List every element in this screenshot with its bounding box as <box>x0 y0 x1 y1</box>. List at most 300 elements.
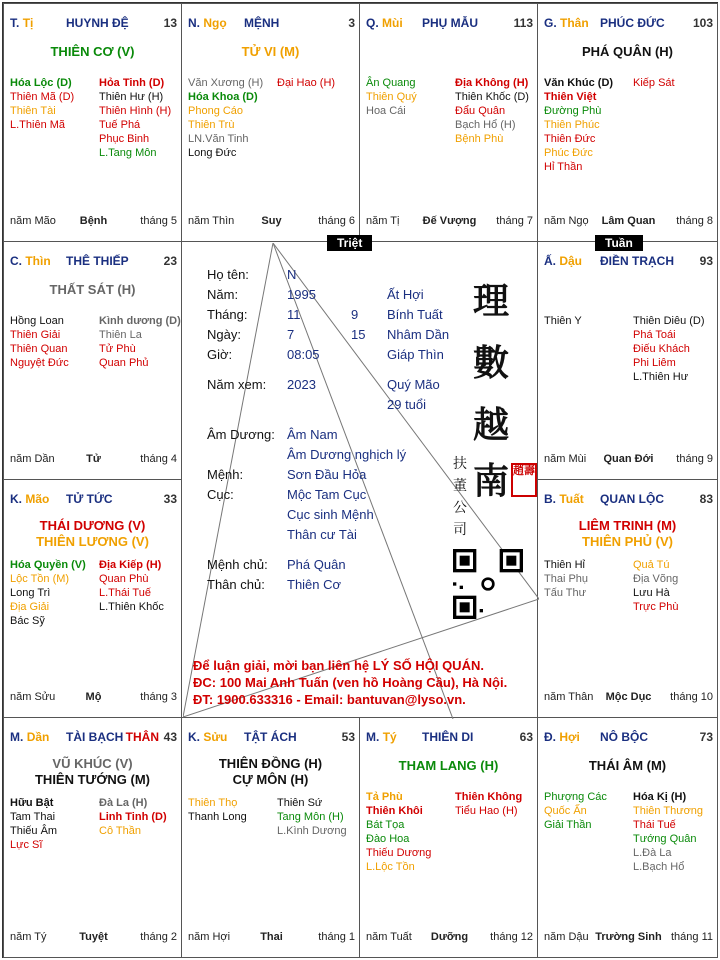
left-stars <box>188 76 263 160</box>
star: Bạch Hổ (H) <box>455 119 516 131</box>
ngay-can-chi: Nhâm Dần <box>387 327 450 342</box>
star: L.Thái Tuế <box>99 587 151 599</box>
trang-sinh: Mộ <box>85 691 102 703</box>
star: Thiên Mã (D) <box>10 91 75 103</box>
cuc-note-2: Thân cư Tài <box>287 527 357 542</box>
palace-ngo[interactable] <box>181 3 360 242</box>
star: Ân Quang <box>366 77 416 89</box>
star: Hoa Cái <box>366 105 406 117</box>
left-stars <box>544 314 582 328</box>
palace-header <box>366 16 533 32</box>
palace-branch <box>10 492 49 506</box>
footer-year: năm Tý <box>10 931 47 943</box>
star: Thiên Hư (H) <box>99 91 164 103</box>
palace-header <box>10 16 177 32</box>
branch-name: Thân <box>560 16 589 30</box>
star: Thiên Hình (H) <box>99 105 172 117</box>
nam-can-chi: Ất Hợi <box>387 287 424 302</box>
palace-footer <box>10 691 177 705</box>
small-calligraphy-1: 扶 <box>453 456 467 472</box>
footer-year: năm Hợi <box>188 931 231 943</box>
branch-can: M. <box>10 730 24 744</box>
palace-number: 83 <box>699 492 713 506</box>
palace-footer <box>544 691 713 705</box>
star: Tả Phù <box>366 791 403 803</box>
star: Thiên Diêu (D) <box>633 315 705 327</box>
branch-can: C. <box>10 254 22 268</box>
star: Lộc Tồn (M) <box>10 573 70 585</box>
palace-header <box>188 730 355 746</box>
palace-branch <box>544 492 584 506</box>
star: Thiên Quan <box>10 343 68 355</box>
palace-number: 13 <box>163 16 177 30</box>
palace-name: TẬT ÁCH <box>244 730 297 744</box>
right-stars <box>99 796 167 838</box>
menh-value: Sơn Đầu Hỏa <box>287 467 367 482</box>
star: Long Đức <box>188 147 237 159</box>
red-seal-stamp: 趙壽 <box>511 463 537 497</box>
trang-sinh: Quan Đới <box>603 453 654 465</box>
branch-can: K. <box>188 730 200 744</box>
star: Thái Tuế <box>633 819 676 831</box>
right-stars <box>633 314 705 384</box>
palace-footer <box>366 215 533 229</box>
palace-mao[interactable] <box>3 479 182 718</box>
palace-ty[interactable] <box>359 717 538 958</box>
star: L.Bạch Hổ <box>633 861 685 873</box>
star: LN.Văn Tinh <box>188 133 249 145</box>
footer-month: tháng 1 <box>318 931 355 943</box>
main-star: LIÊM TRINH (M) <box>578 518 677 533</box>
star: Thiên Tài <box>10 105 56 117</box>
palace-header <box>10 492 177 508</box>
star: Thiếu Dương <box>366 847 432 859</box>
palace-name: TÀI BẠCH <box>66 730 124 744</box>
palace-name: THIÊN DI <box>422 730 474 744</box>
star: Địa Giải <box>10 601 50 613</box>
star: Nguyệt Đức <box>10 357 69 369</box>
star: Thiên La <box>99 329 142 341</box>
star: L.Lộc Tồn <box>366 861 415 873</box>
star: Thiên Quý <box>366 91 417 103</box>
star: Cô Thần <box>99 825 141 837</box>
triet-badge: Triệt <box>327 235 372 251</box>
star: L.Đà La <box>633 847 672 859</box>
left-stars <box>10 796 57 852</box>
branch-name: Mão <box>25 492 50 506</box>
palace-name: MỆNH <box>244 16 280 30</box>
star: Tam Thai <box>10 811 56 823</box>
star: Địa Võng <box>633 573 679 585</box>
star: Thiên Hỉ <box>544 559 585 571</box>
footer-year: năm Tị <box>366 215 400 227</box>
palace-number: 103 <box>692 16 713 30</box>
star: Lưu Hà <box>633 587 670 599</box>
palace-footer <box>544 931 713 945</box>
trang-sinh: Trường Sinh <box>595 931 662 943</box>
footer-month: tháng 2 <box>140 931 177 943</box>
star: Phá Toái <box>633 329 676 341</box>
nam-value: 1995 <box>287 287 316 302</box>
right-stars <box>455 790 522 818</box>
palace-footer <box>10 453 177 467</box>
palace-header <box>544 254 713 270</box>
branch-can: T. <box>10 16 20 30</box>
star: Hóa Lộc (D) <box>10 77 72 89</box>
palace-footer <box>188 215 355 229</box>
footer-month: tháng 5 <box>140 215 177 227</box>
star: Thai Phụ <box>544 573 589 585</box>
right-stars <box>99 314 181 370</box>
star: Tử Phù <box>99 343 136 355</box>
info-panel <box>183 243 539 719</box>
palace-number: 73 <box>699 730 713 744</box>
right-stars <box>99 558 164 614</box>
main-star: VŨ KHÚC (V) <box>52 756 133 771</box>
palace-branch <box>544 16 589 30</box>
palace-dau[interactable] <box>537 241 718 480</box>
branch-can: M. <box>366 730 380 744</box>
left-stars <box>366 76 417 118</box>
trang-sinh: Đế Vượng <box>422 215 477 227</box>
branch-name: Dần <box>26 730 50 744</box>
trang-sinh: Suy <box>261 215 282 227</box>
main-star: THIÊN LƯƠNG (V) <box>36 534 149 549</box>
footer-month: tháng 7 <box>496 215 533 227</box>
footer-year: năm Mão <box>10 215 56 227</box>
thang-duong: 11 <box>287 307 301 322</box>
palace-branch <box>188 16 227 30</box>
star: Hóa Kị (H) <box>633 791 687 803</box>
star: L.Thiên Mã <box>10 119 66 131</box>
trang-sinh: Tuyệt <box>79 931 108 943</box>
palace-name: PHÚC ĐỨC <box>600 16 665 30</box>
footer-year: năm Tuất <box>366 931 412 943</box>
star: Đào Hoa <box>366 833 410 845</box>
star: L.Thiên Hư <box>633 371 689 383</box>
menh-label: Mệnh: <box>207 467 244 482</box>
footer-month: tháng 4 <box>140 453 177 465</box>
cuc-label: Cục: <box>207 487 234 502</box>
right-stars <box>633 76 675 90</box>
star: Thiên Phúc <box>544 119 600 131</box>
main-star: THAM LANG (H) <box>398 758 499 773</box>
left-stars <box>10 558 86 628</box>
branch-can: G. <box>544 16 557 30</box>
right-stars <box>455 76 529 146</box>
branch-can: Q. <box>366 16 379 30</box>
palace-tuat[interactable] <box>537 479 718 718</box>
calligraphy-char-1: 理 <box>473 280 510 322</box>
palace-name: PHỤ MẪU <box>422 16 478 30</box>
nam-xem-label: Năm xem: <box>207 377 267 392</box>
star: Bác Sỹ <box>10 615 45 627</box>
palace-header <box>10 730 177 746</box>
star: Đà La (H) <box>99 797 148 809</box>
star: Thanh Long <box>188 811 247 823</box>
am-duong-note: Âm Dương nghịch lý <box>287 447 407 462</box>
star: L.Thiên Khốc <box>99 601 164 613</box>
calligraphy-char-2: 數 <box>473 342 510 384</box>
ngay-am: 15 <box>351 327 366 342</box>
palace-name: NÔ BỘC <box>600 730 648 744</box>
palace-name: ĐIỀN TRẠCH <box>600 254 674 268</box>
footer-month: tháng 3 <box>140 691 177 703</box>
palace-number: 63 <box>519 730 533 744</box>
palace-thin[interactable] <box>3 241 182 480</box>
star: Phục Binh <box>99 133 150 145</box>
palace-footer <box>188 931 355 945</box>
palace-mui[interactable] <box>359 3 538 242</box>
star: Thiếu Âm <box>10 825 58 837</box>
palace-ti[interactable] <box>3 3 182 242</box>
palace-than[interactable] <box>537 3 718 242</box>
right-stars <box>277 76 335 90</box>
footer-month: tháng 8 <box>676 215 713 227</box>
star: Thiên Trù <box>188 119 235 131</box>
palace-branch <box>10 254 51 268</box>
palace-branch <box>544 254 582 268</box>
footer-year: năm Sửu <box>10 691 56 703</box>
star: Quốc Ấn <box>544 805 587 817</box>
branch-name: Tuất <box>559 492 584 506</box>
tuan-badge: Tuần <box>595 235 643 251</box>
star: Kình dương (D) <box>99 315 181 327</box>
star: Thiên Không <box>455 791 523 803</box>
palace-header <box>544 492 713 508</box>
than-chu-label: Thân chủ: <box>207 577 265 592</box>
nam-label: Năm: <box>207 287 239 302</box>
small-calligraphy-2: 董 <box>453 478 467 494</box>
footer-month: tháng 6 <box>318 215 355 227</box>
star: Tấu Thư <box>544 587 587 599</box>
left-stars <box>10 76 74 132</box>
star: Hồng Loan <box>10 315 64 327</box>
palace-footer <box>366 931 533 945</box>
trang-sinh: Thai <box>260 931 283 943</box>
main-star: THIÊN CƠ (V) <box>50 44 135 59</box>
star: Thiên Sứ <box>277 797 323 809</box>
left-stars <box>366 790 431 874</box>
trang-sinh: Mộc Dục <box>605 691 652 703</box>
palace-branch <box>10 16 33 30</box>
contact-line-3: ĐT: 1900.633316 - Email: bantuvan@lyso.vn. <box>193 692 466 707</box>
star: Thiên Khôi <box>366 805 423 817</box>
palace-branch <box>366 16 403 30</box>
branch-name: Ngọ <box>203 16 227 30</box>
main-star: THIÊN ĐỒNG (H) <box>218 756 323 771</box>
gio-label: Giờ: <box>207 347 233 362</box>
palace-header <box>10 254 177 270</box>
main-star: CỰ MÔN (H) <box>232 772 309 787</box>
right-stars <box>633 790 703 874</box>
thang-label: Tháng: <box>207 307 248 322</box>
trang-sinh: Bệnh <box>79 215 108 227</box>
trang-sinh: Dưỡng <box>430 931 469 943</box>
nam-xem-value: 2023 <box>287 377 316 392</box>
star: Văn Khúc (D) <box>544 77 614 89</box>
gio-value: 08:05 <box>287 347 320 362</box>
tuoi-value: 29 tuổi <box>387 397 427 412</box>
qr-code-icon[interactable] <box>453 549 523 619</box>
main-star: THIÊN TƯỚNG (M) <box>34 772 151 787</box>
star: Tướng Quân <box>633 833 697 845</box>
star: Đại Hao (H) <box>277 77 336 89</box>
main-star: THẤT SÁT (H) <box>49 282 136 297</box>
star: Thiên Đức <box>544 133 596 145</box>
palace-suu[interactable] <box>181 717 360 958</box>
star: Thiên Giải <box>10 329 61 341</box>
than-marker: THÂN <box>125 730 159 744</box>
star: Hỉ Thần <box>544 161 583 173</box>
nam-xem-can-chi: Quý Mão <box>387 377 440 392</box>
footer-year: năm Mùi <box>544 453 587 465</box>
footer-month: tháng 9 <box>676 453 713 465</box>
star: Hóa Quyền (V) <box>10 559 86 571</box>
main-star: THIÊN PHỦ (V) <box>582 534 673 549</box>
ngay-label: Ngày: <box>207 327 241 342</box>
palace-header <box>544 16 713 32</box>
ngay-duong: 7 <box>287 327 295 342</box>
calligraphy-char-4: 南 <box>473 460 510 502</box>
palace-number: 43 <box>163 730 177 744</box>
contact-line-1: Để luận giải, mời bạn liên hệ LÝ SỐ HỘI QUÁN. <box>193 658 484 673</box>
calligraphy-char-3: 越 <box>473 404 510 446</box>
star: Điếu Khách <box>633 343 690 355</box>
star: Phượng Các <box>544 791 607 803</box>
branch-name: Sửu <box>203 730 228 744</box>
menh-chu-label: Mệnh chủ: <box>207 557 268 572</box>
trang-sinh: Tử <box>86 453 101 465</box>
footer-year: năm Thìn <box>188 215 235 227</box>
star: Quan Phủ <box>99 357 149 369</box>
star: Quan Phù <box>99 573 149 585</box>
palace-branch <box>544 730 580 744</box>
contact-block <box>193 657 507 708</box>
palace-number: 23 <box>163 254 177 268</box>
branch-can: Đ. <box>544 730 556 744</box>
palace-branch <box>10 730 49 744</box>
right-stars <box>277 796 347 838</box>
thang-can-chi: Bính Tuất <box>387 307 443 322</box>
main-star: TỬ VI (M) <box>241 44 300 59</box>
star: Đường Phù <box>544 105 602 117</box>
palace-hoi[interactable] <box>537 717 718 958</box>
palace-branch <box>188 730 227 744</box>
star: Tang Môn (H) <box>277 811 344 823</box>
star: Giải Thần <box>544 819 592 831</box>
branch-can: K. <box>10 492 22 506</box>
branch-name: Tý <box>382 730 397 744</box>
star: Phúc Đức <box>544 147 593 159</box>
small-calligraphy-3: 公 <box>453 500 467 516</box>
palace-header <box>188 16 355 32</box>
star: Thiên Thọ <box>188 797 238 809</box>
star: Thiên Khốc (D) <box>455 91 529 103</box>
palace-number: 93 <box>699 254 713 268</box>
footer-month: tháng 12 <box>490 931 533 943</box>
star: Thiên Y <box>544 315 582 327</box>
right-stars <box>633 558 678 614</box>
thang-am: 9 <box>351 307 359 322</box>
palace-number: 53 <box>341 730 355 744</box>
palace-dan[interactable] <box>3 717 182 958</box>
contact-line-2: ĐC: 100 Mai Anh Tuấn (ven hồ Hoàng Cầu), Hà Nội. <box>193 675 508 690</box>
star: Hóa Khoa (D) <box>188 91 258 103</box>
tu-vi-chart <box>2 2 718 958</box>
palace-name: HUYNH ĐỆ <box>66 16 129 30</box>
palace-number: 3 <box>348 16 355 30</box>
footer-year: năm Thân <box>544 691 594 703</box>
small-calligraphy-4: 司 <box>453 522 467 538</box>
star: Phi Liêm <box>633 357 676 369</box>
left-stars <box>10 314 69 370</box>
branch-name: Hợi <box>559 730 580 744</box>
branch-can: B. <box>544 492 556 506</box>
main-star: THÁI ÂM (M) <box>588 758 667 773</box>
footer-year: năm Ngọ <box>544 215 589 227</box>
star: Lực Sĩ <box>10 839 43 851</box>
star: Phong Cáo <box>188 105 244 117</box>
palace-footer <box>10 931 177 945</box>
star: Kiếp Sát <box>633 77 675 89</box>
star: Thiên Việt <box>544 91 597 103</box>
branch-name: Mùi <box>382 16 403 30</box>
star: Trực Phù <box>633 601 679 613</box>
branch-name: Tị <box>22 16 34 30</box>
star: Địa Không (H) <box>455 77 529 89</box>
left-stars <box>188 796 247 824</box>
star: Linh Tinh (D) <box>99 811 167 823</box>
palace-header <box>366 730 533 746</box>
star: Tiểu Hao (H) <box>455 805 518 817</box>
branch-can: N. <box>188 16 200 30</box>
star: L.Kình Dương <box>277 825 347 837</box>
star: Hữu Bật <box>10 797 54 809</box>
palace-name: TỬ TỨC <box>66 492 113 506</box>
palace-header <box>544 730 713 746</box>
trang-sinh: Lâm Quan <box>601 215 656 227</box>
star: Long Trì <box>10 587 51 599</box>
am-duong-label: Âm Dương: <box>207 427 275 442</box>
star: Bệnh Phù <box>455 133 504 145</box>
branch-can: Ấ. <box>544 254 556 268</box>
menh-chu-value: Phá Quân <box>287 557 346 572</box>
star: L.Tang Môn <box>99 147 157 159</box>
main-star: PHÁ QUÂN (H) <box>582 44 673 59</box>
star: Văn Xương (H) <box>188 77 264 89</box>
palace-number: 33 <box>163 492 177 506</box>
branch-name: Dậu <box>559 254 583 268</box>
right-stars <box>99 76 171 160</box>
left-stars <box>544 790 607 832</box>
star: Đẩu Quân <box>455 105 506 117</box>
ho-ten-label: Họ tên: <box>207 267 249 282</box>
star: Địa Kiếp (H) <box>99 559 162 571</box>
left-stars <box>544 76 613 174</box>
left-stars <box>544 558 588 600</box>
than-chu-value: Thiên Cơ <box>287 577 342 592</box>
branch-name: Thìn <box>25 254 51 268</box>
star: Bát Tọa <box>366 819 405 831</box>
palace-branch <box>366 730 397 744</box>
main-star: THÁI DƯƠNG (V) <box>39 518 146 533</box>
star: Tuế Phá <box>99 119 141 131</box>
gio-can-chi: Giáp Thìn <box>387 347 444 362</box>
footer-month: tháng 10 <box>670 691 713 703</box>
palace-name: QUAN LỘC <box>600 492 664 506</box>
star: Hỏa Tinh (D) <box>99 77 165 89</box>
